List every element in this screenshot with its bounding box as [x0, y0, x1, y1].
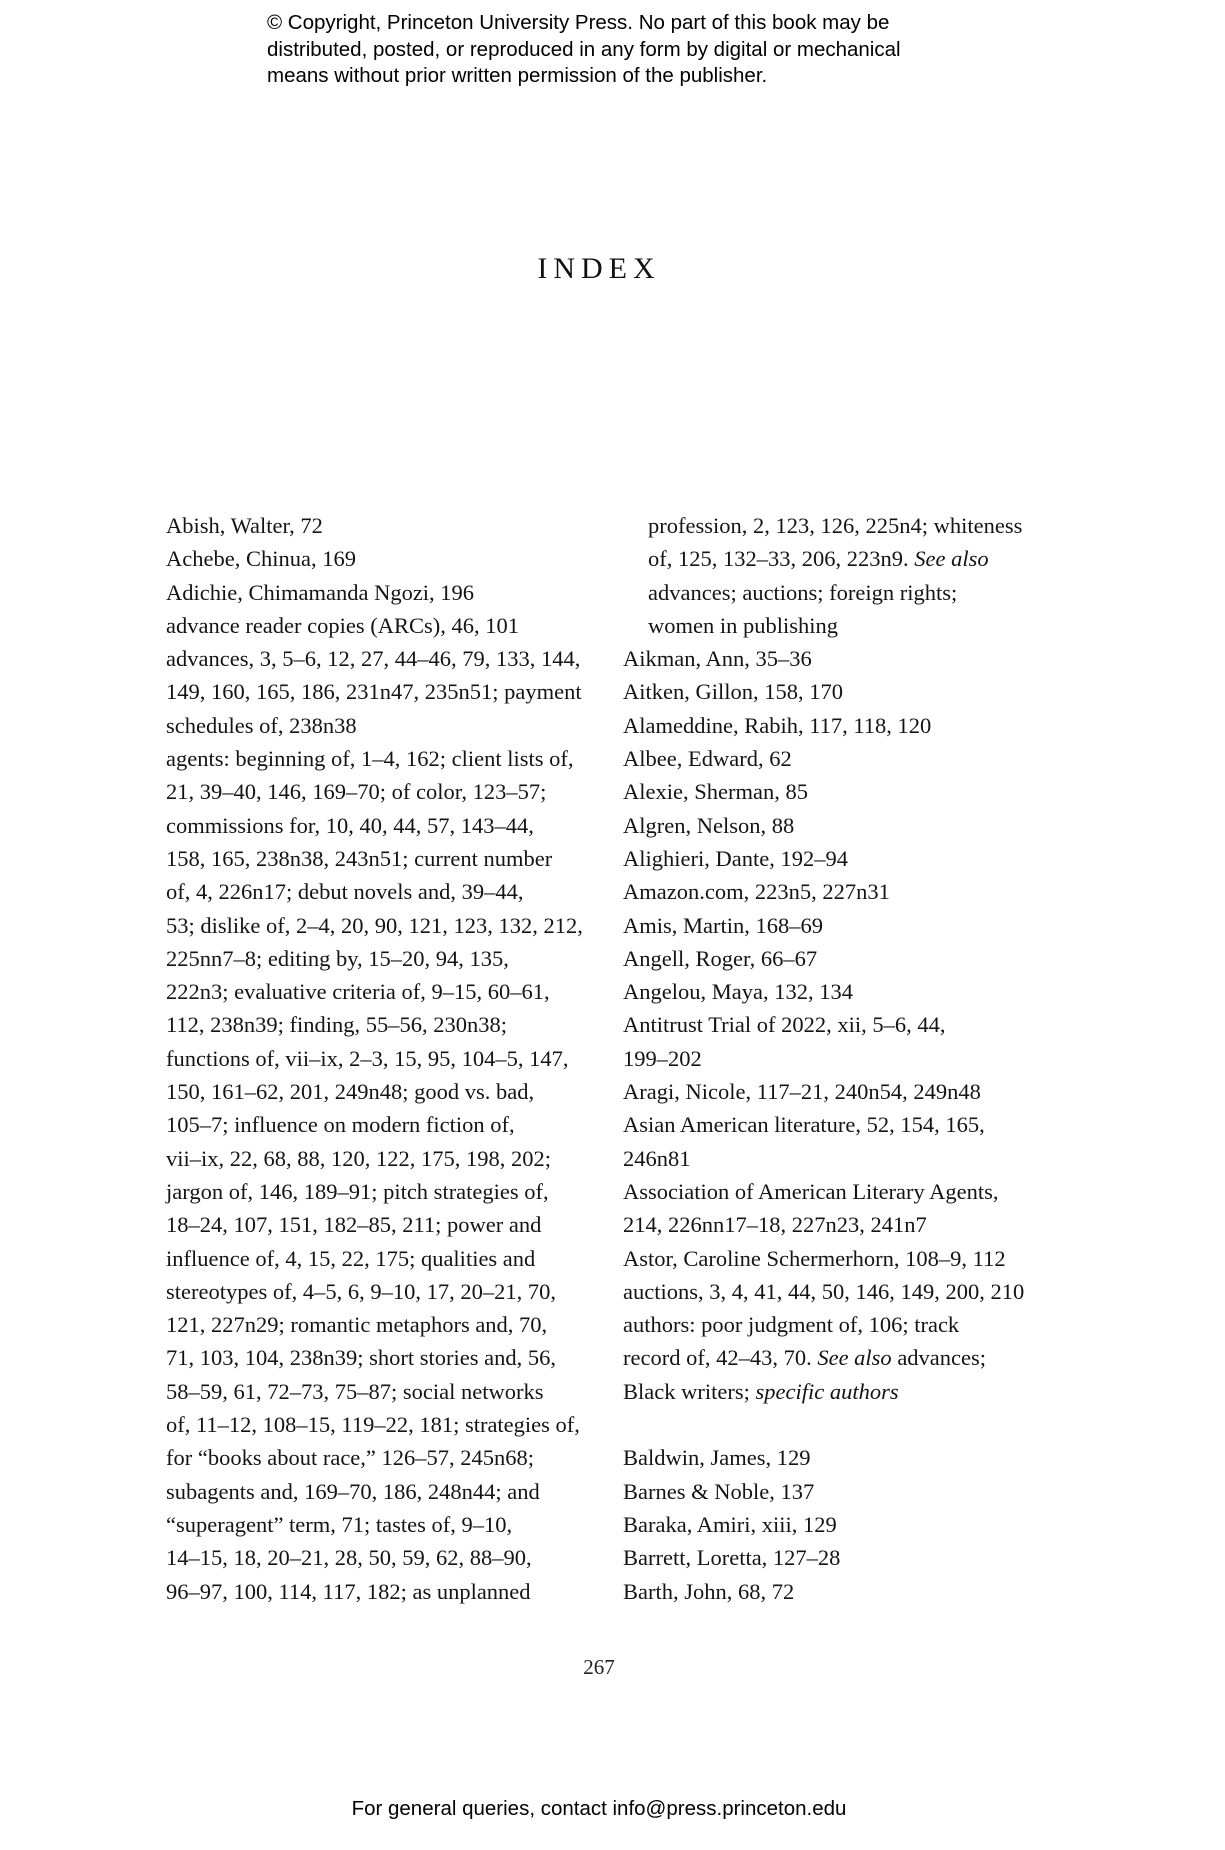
- entry-line: Barth, John, 68, 72: [623, 1578, 795, 1604]
- entry-text: advances;: [891, 1345, 987, 1371]
- index-entry: [623, 1541, 1043, 1574]
- entry-line: 199–202: [623, 1045, 702, 1071]
- entry-line: schedules of, 238n38: [166, 712, 357, 738]
- index-entry-authors: [623, 1308, 1043, 1408]
- entry-line: Amazon.com, 223n5, 227n31: [623, 879, 890, 905]
- entry-text: of, 125, 132–33, 206, 223n9.: [648, 546, 915, 572]
- entry-line: women in publishing: [648, 612, 838, 638]
- entry-line: 158, 165, 238n38, 243n51; current number: [166, 845, 553, 871]
- entry-line: 105–7; influence on modern fiction of,: [166, 1112, 515, 1138]
- entry-line: Barnes & Noble, 137: [623, 1478, 815, 1504]
- entry-line: [648, 542, 1043, 575]
- index-entry: [623, 1242, 1043, 1275]
- index-entry: [623, 842, 1043, 875]
- entry-line: 149, 160, 165, 186, 231n47, 235n51; payment: [166, 679, 582, 705]
- entry-line: authors: poor judgment of, 106; track: [623, 1312, 960, 1338]
- entry-line: advances; auctions; foreign rights;: [648, 579, 958, 605]
- copyright-line: distributed, posted, or reproduced in any form by digital or mechanical: [267, 37, 901, 61]
- entry-line: profession, 2, 123, 126, 225n4; whiteness: [648, 513, 1023, 538]
- index-entry: [166, 509, 606, 542]
- entry-line: Angelou, Maya, 132, 134: [623, 979, 853, 1005]
- entry-line: Albee, Edward, 62: [623, 746, 792, 772]
- entry-line: Algren, Nelson, 88: [623, 812, 795, 838]
- entry-line: 214, 226nn17–18, 227n23, 241n7: [623, 1212, 927, 1238]
- entry-line: 150, 161–62, 201, 249n48; good vs. bad,: [166, 1079, 535, 1105]
- entry-line: subagents and, 169–70, 186, 248n44; and: [166, 1478, 540, 1504]
- entry-line: 18–24, 107, 151, 182–85, 211; power and: [166, 1212, 542, 1238]
- entry-line: Asian American literature, 52, 154, 165,: [623, 1112, 985, 1138]
- entry-line: Amis, Martin, 168–69: [623, 912, 823, 938]
- copyright-notice: [267, 10, 1027, 90]
- entry-line: Antitrust Trial of 2022, xii, 5–6, 44,: [623, 1012, 946, 1038]
- index-column-left: [166, 509, 606, 1608]
- entry-line: [623, 1341, 1043, 1374]
- entry-line: Abish, Walter, 72: [166, 513, 323, 538]
- entry-line: “superagent” term, 71; tastes of, 9–10,: [166, 1511, 513, 1537]
- page-number: 267: [583, 1655, 615, 1679]
- see-also-label: See also: [817, 1345, 892, 1371]
- entry-line: Alighieri, Dante, 192–94: [623, 845, 848, 871]
- entry-line: Alexie, Sherman, 85: [623, 779, 808, 805]
- entry-line: [623, 1375, 1043, 1408]
- copyright-line: © Copyright, Princeton University Press. No part of this book may be: [267, 11, 890, 34]
- entry-line: commissions for, 10, 40, 44, 57, 143–44,: [166, 812, 534, 838]
- entry-line: advance reader copies (ARCs), 46, 101: [166, 612, 520, 638]
- see-also-label: See also: [914, 546, 989, 572]
- entry-line: 58–59, 61, 72–73, 75–87; social networks: [166, 1378, 544, 1404]
- page-title: INDEX: [537, 252, 661, 285]
- entry-line: Association of American Literary Agents,: [623, 1178, 999, 1204]
- entry-line: 222n3; evaluative criteria of, 9–15, 60–61,: [166, 979, 550, 1005]
- entry-line: functions of, vii–ix, 2–3, 15, 95, 104–5, 147,: [166, 1045, 569, 1071]
- index-entry: [623, 875, 1043, 908]
- copyright-line: means without prior written permission of the publisher.: [267, 64, 768, 87]
- entry-line: Aitken, Gillon, 158, 170: [623, 679, 843, 705]
- index-entry: [623, 742, 1043, 775]
- index-entry: [623, 675, 1043, 708]
- index-entry: [623, 1575, 1043, 1608]
- entry-line: 121, 227n29; romantic metaphors and, 70,: [166, 1312, 548, 1338]
- index-entry: [166, 609, 606, 642]
- index-entries-a: [623, 642, 1043, 1308]
- index-entry: [166, 742, 606, 1608]
- entry-line: Adichie, Chimamanda Ngozi, 196: [166, 579, 475, 605]
- index-entry: [623, 1508, 1043, 1541]
- entry-line: Achebe, Chinua, 169: [166, 546, 356, 572]
- entry-line: Aikman, Ann, 35–36: [623, 646, 812, 672]
- entry-line: Astor, Caroline Schermerhorn, 108–9, 112: [623, 1245, 1006, 1271]
- entry-line: 21, 39–40, 146, 169–70; of color, 123–57;: [166, 779, 547, 805]
- entry-line: agents: beginning of, 1–4, 162; client lists of,: [166, 746, 574, 772]
- entry-text: Black writers;: [623, 1378, 756, 1404]
- entry-line: stereotypes of, 4–5, 6, 9–10, 17, 20–21, 70,: [166, 1278, 556, 1304]
- index-entry: [623, 1108, 1043, 1175]
- index-entry: [166, 642, 606, 742]
- entry-line: advances, 3, 5–6, 12, 27, 44–46, 79, 133, 144,: [166, 646, 581, 672]
- index-entry: [623, 1441, 1043, 1474]
- index-entry: [166, 576, 606, 609]
- entry-line: jargon of, 146, 189–91; pitch strategies of,: [166, 1178, 549, 1204]
- index-column-right: [623, 509, 1043, 1608]
- entry-line: 112, 238n39; finding, 55–56, 230n38;: [166, 1012, 508, 1038]
- entry-line: 246n81: [623, 1145, 691, 1171]
- entry-italic-text: specific authors: [755, 1378, 899, 1404]
- index-entries-b: [623, 1441, 1043, 1607]
- index-entry: [623, 809, 1043, 842]
- entry-line: 96–97, 100, 114, 117, 182; as unplanned: [166, 1578, 531, 1604]
- entry-text: record of, 42–43, 70.: [623, 1345, 818, 1371]
- index-entry: [623, 709, 1043, 742]
- index-entry: [623, 909, 1043, 942]
- entry-line: of, 4, 226n17; debut novels and, 39–44,: [166, 879, 524, 905]
- index-entry: [623, 1075, 1043, 1108]
- entry-line: Aragi, Nicole, 117–21, 240n54, 249n48: [623, 1079, 981, 1105]
- entry-line: vii–ix, 22, 68, 88, 120, 122, 175, 198, 202;: [166, 1145, 552, 1171]
- index-entry: [623, 1175, 1043, 1242]
- index-entry: [623, 1008, 1043, 1075]
- entry-line: of, 11–12, 108–15, 119–22, 181; strategies of,: [166, 1412, 580, 1438]
- entry-line: 225nn7–8; editing by, 15–20, 94, 135,: [166, 945, 509, 971]
- index-entry: [623, 1475, 1043, 1508]
- letter-section-gap: [623, 1408, 1043, 1441]
- index-entry: [623, 775, 1043, 808]
- entry-line: Barrett, Loretta, 127–28: [623, 1545, 841, 1571]
- entry-line: Baraka, Amiri, xiii, 129: [623, 1511, 837, 1537]
- index-entry: [623, 1275, 1043, 1308]
- index-entry-continuation: [623, 509, 1043, 642]
- entry-line: 14–15, 18, 20–21, 28, 50, 59, 62, 88–90,: [166, 1545, 532, 1571]
- entry-line: auctions, 3, 4, 41, 44, 50, 146, 149, 200, 210: [623, 1278, 1025, 1304]
- entry-line: Angell, Roger, 66–67: [623, 945, 818, 971]
- index-entry: [623, 642, 1043, 675]
- entry-line: Baldwin, James, 129: [623, 1445, 811, 1471]
- entry-line: for “books about race,” 126–57, 245n68;: [166, 1445, 535, 1471]
- entry-line: 71, 103, 104, 238n39; short stories and, 56,: [166, 1345, 556, 1371]
- entry-line: Alameddine, Rabih, 117, 118, 120: [623, 712, 932, 738]
- entry-line: influence of, 4, 15, 22, 175; qualities and: [166, 1245, 536, 1271]
- index-entry: [623, 942, 1043, 975]
- index-entry: [623, 975, 1043, 1008]
- footer-contact: For general queries, contact info@press.princeton.edu: [351, 1797, 847, 1820]
- index-entry: [166, 542, 606, 575]
- entry-line: 53; dislike of, 2–4, 20, 90, 121, 123, 132, 212,: [166, 912, 583, 938]
